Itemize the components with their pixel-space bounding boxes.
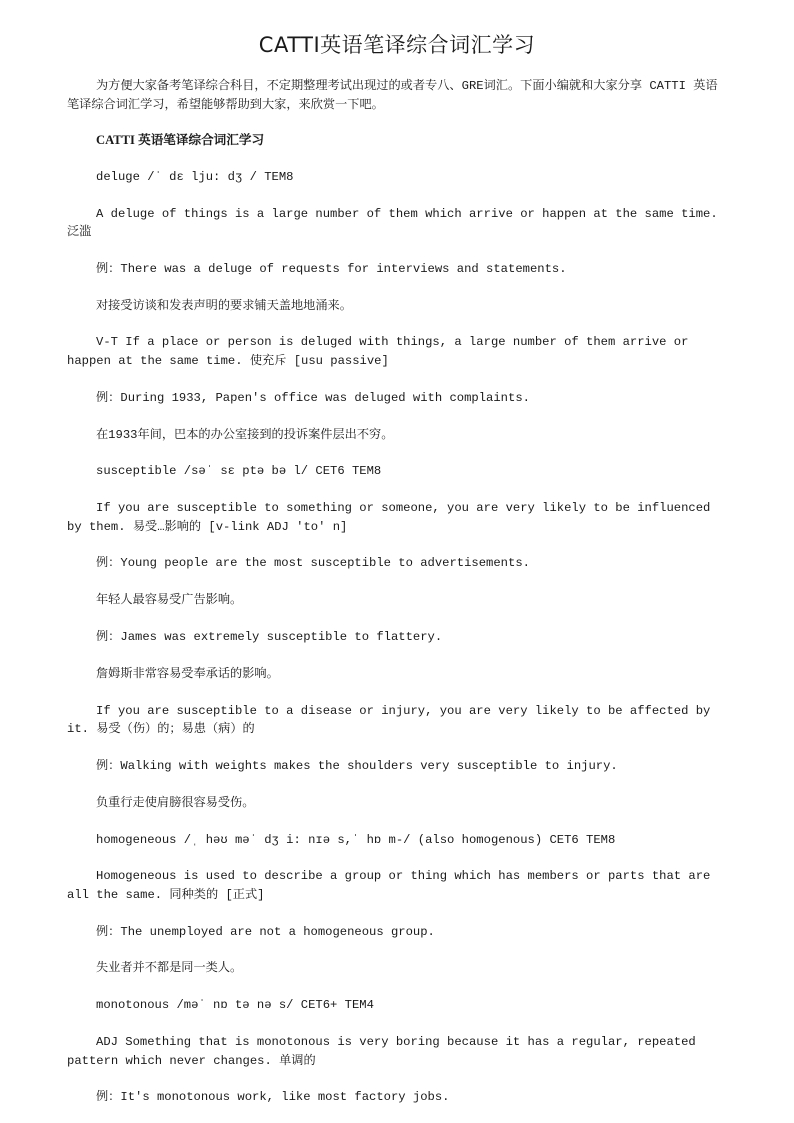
definition-paragraph: If you are susceptible to something or someone, you are very likely to be influenced by them. 易受…影响的 [v-link ADJ 'to' n] bbox=[67, 501, 718, 534]
definition-paragraph: If you are susceptible to a disease or injury, you are very likely to be affected by it. 易受（伤）的；易患（病）的 bbox=[67, 703, 718, 737]
example-sentence: 例：Walking with weights makes the shoulders very susceptible to injury. bbox=[96, 758, 618, 773]
example-sentence: 例：Young people are the most susceptible to advertisements. bbox=[96, 556, 530, 571]
example-translation: 詹姆斯非常容易受奉承话的影响。 bbox=[96, 666, 279, 681]
example-translation: 负重行走使肩膀很容易受伤。 bbox=[96, 795, 255, 810]
example-sentence: 例：During 1933, Papen's office was deluged with complaints. bbox=[96, 390, 530, 405]
example-translation: 年轻人最容易受广告影响。 bbox=[96, 593, 243, 608]
example-sentence: 例：There was a deluge of requests for interviews and statements. bbox=[96, 261, 567, 276]
entry-headword: susceptible /səˈ sɛ ptə bə l/ CET6 TEM8 bbox=[96, 464, 382, 479]
example-translation: 失业者并不都是同一类人。 bbox=[96, 961, 243, 976]
intro-paragraph: 为方便大家备考笔译综合科目，不定期整理考试出现过的或者专八、GRE词汇。下面小编就和大家分享 CATTI 英语笔译综合词汇学习，希望能够帮助到大家，来欣赏一下吧。 bbox=[67, 79, 718, 112]
example-translation: 在1933年间，巴本的办公室接到的投诉案件层出不穷。 bbox=[96, 427, 394, 442]
definition-paragraph: V-T If a place or person is deluged with things, a large number of them arrive or happen at the same time. 使充斥 [usu passive] bbox=[67, 335, 696, 368]
definition-paragraph: A deluge of things is a large number of them which arrive or happen at the same time. 泛滥 bbox=[67, 206, 725, 240]
definition-paragraph: ADJ Something that is monotonous is very boring because it has a regular, repeated pattern which never changes. 单调的 bbox=[67, 1035, 704, 1068]
definition-paragraph: Homogeneous is used to describe a group or thing which has members or parts that are all the same. 同种类的 [正式] bbox=[67, 869, 718, 902]
example-sentence: 例：It's monotonous work, like most factory jobs. bbox=[96, 1090, 450, 1105]
entry-headword: homogeneous /ˌ həʊ məˈ dʒ i: nɪə s,ˈ hɒ m-/ (also homogenous) CET6 TEM8 bbox=[96, 832, 616, 847]
document-title: CATTI英语笔译综合词汇学习 bbox=[258, 33, 536, 57]
example-sentence: 例：The unemployed are not a homogeneous group. bbox=[96, 924, 435, 939]
entry-headword: deluge /ˈ dɛ lju: dʒ / TEM8 bbox=[96, 169, 294, 184]
example-translation: 对接受访谈和发表声明的要求铺天盖地地涌来。 bbox=[96, 298, 352, 313]
section-heading: CATTI 英语笔译综合词汇学习 bbox=[96, 133, 265, 147]
example-sentence: 例：James was extremely susceptible to flattery. bbox=[96, 630, 443, 645]
entry-headword: monotonous /məˈ nɒ tə nə s/ CET6+ TEM4 bbox=[96, 998, 374, 1013]
